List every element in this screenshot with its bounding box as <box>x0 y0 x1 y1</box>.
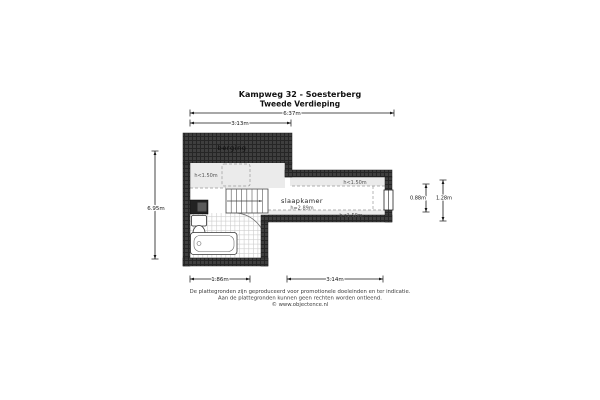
height-zone-label-top-right: h<1.50m <box>343 180 367 186</box>
height-zone-label-left: h<1.50m <box>194 173 218 179</box>
footer-copyright: © www.objectence.nl <box>271 302 329 308</box>
wall-right-wing-bottom <box>261 215 392 222</box>
dimension-left-height <box>147 151 165 259</box>
wall-bottom <box>183 258 268 266</box>
window-right <box>384 190 393 210</box>
dim-right-inner-label: 0.88m <box>409 195 427 202</box>
floorplan <box>183 133 393 266</box>
dim-bottom-right-label: 3.14m <box>326 277 344 283</box>
wall-right-wing-top <box>285 170 392 177</box>
footer-line-2: Aan de plattegronden kunnen geen rechten worden ontleend. <box>218 295 382 302</box>
footer-line-1: De plattegronden zijn geproduceerd voor promotionele doeleinden en ter indicatie. <box>189 289 411 295</box>
title-address: Kampweg 32 - Soesterberg <box>238 90 362 99</box>
dim-bottom-left-label: 1.86m <box>211 277 229 283</box>
berging-label: berging <box>217 144 247 152</box>
low-headroom-zone-slaapkamer-top <box>290 177 385 186</box>
shaft-block <box>190 200 208 214</box>
dimension-bottom-left <box>190 276 250 284</box>
dimension-right-outer <box>436 180 452 221</box>
footer-disclaimer <box>190 289 411 308</box>
wall-left <box>183 163 190 266</box>
dim-right-outer-label: 1.28m <box>435 195 453 202</box>
bathtub <box>191 233 238 255</box>
low-headroom-zone-slaapkamer-bottom <box>268 210 385 215</box>
slaapkamer-label: slaapkamer <box>281 197 323 205</box>
title-floor: Tweede Verdieping <box>259 99 341 109</box>
page-title <box>239 90 362 109</box>
slaapkamer-height-label: h=2.89m <box>290 205 314 212</box>
dimension-top-left-section <box>190 120 291 128</box>
dimension-bottom-right <box>287 276 383 284</box>
dim-top-left-label: 3.13m <box>231 121 249 127</box>
height-zone-label-bottom-right: h<1.50m <box>339 213 363 219</box>
staircase <box>226 189 268 213</box>
dimension-top-total <box>190 110 394 118</box>
dim-left-label: 6.95m <box>147 206 165 212</box>
dimension-right-inner <box>410 184 430 212</box>
dim-top-total-label: 6.37m <box>283 111 301 117</box>
